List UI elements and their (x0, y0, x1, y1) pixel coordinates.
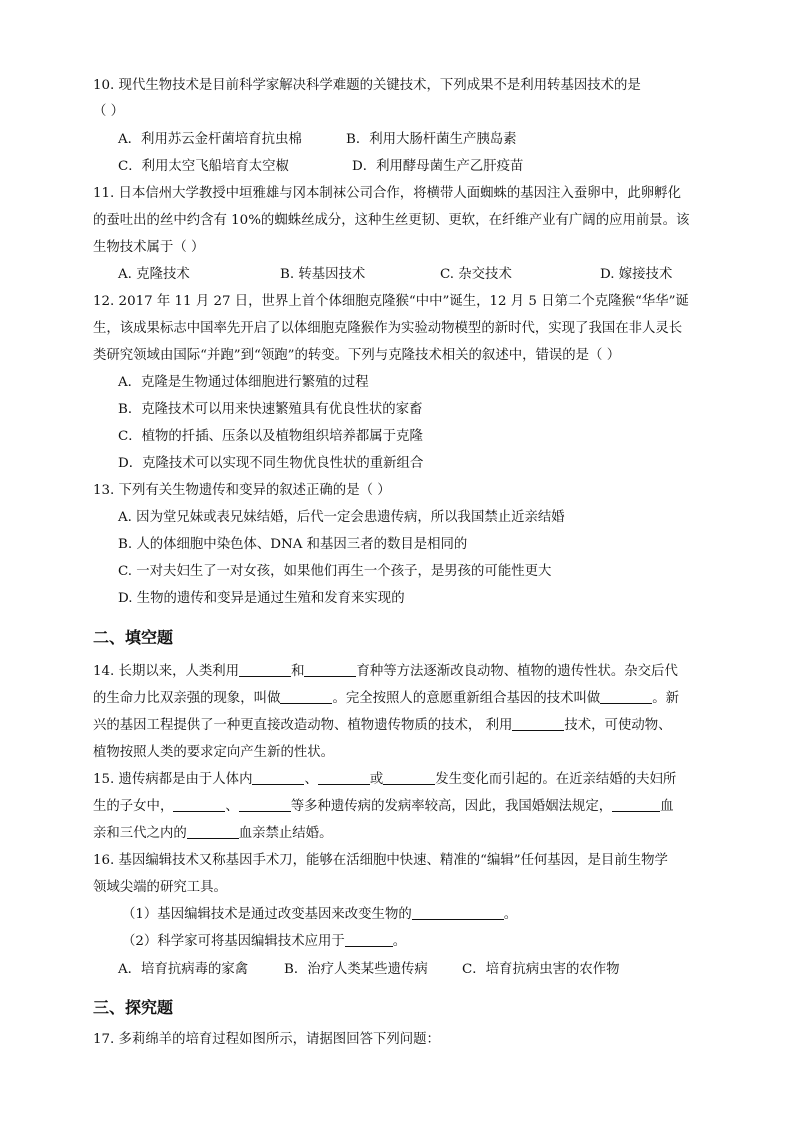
q14-line-2 (93, 689, 679, 709)
q16-option-a: A．培育抗病毒的家禽 (118, 962, 249, 977)
q16-line-2: 领域尖端的研究工具。 (93, 880, 227, 895)
section-inquiry-heading: 三、探究题 (93, 998, 174, 1017)
q17-stem: 17. 多莉绵羊的培育过程如图所示，请据图回答下列问题： (93, 1032, 440, 1047)
q15-blank-3[interactable] (383, 770, 435, 785)
q16-line-1: 16. 基因编辑技术又称基因手术刀，能够在活细胞中快速、精准的“编辑”任何基因，是目前生物学 (93, 853, 668, 868)
q13-option-b: B. 人的体细胞中染色体、DNA 和基因三者的数目是相同的 (118, 537, 468, 552)
q16-blank-1[interactable] (412, 905, 504, 920)
q15-blank-7[interactable] (187, 824, 239, 839)
q14-blank-3[interactable] (280, 689, 332, 704)
q15-blank-5[interactable] (239, 797, 291, 812)
q10-option-c: C．利用太空飞船培育太空椒 (118, 159, 289, 174)
q10-option-d: D．利用酵母菌生产乙肝疫苗 (352, 159, 524, 174)
q12-line-2: 生，该成果标志中国率先开启了以体细胞克隆猴作为实验动物模型的新时代，实现了我国在非人灵长 (93, 321, 683, 336)
q16-option-c: C．培育抗病虫害的农作物 (462, 962, 620, 977)
q15-text: 或 (369, 772, 384, 787)
q16-text: （1）基因编辑技术是通过改变基因来改变生物的 (122, 907, 412, 922)
q16-option-b: B．治疗人类某些遗传病 (284, 962, 428, 977)
q11-option-d: D. 嫁接技术 (600, 267, 673, 282)
q15-text: 亲和三代之内的 (93, 826, 187, 841)
q14-blank-4[interactable] (600, 689, 652, 704)
q14-text: 。新 (652, 691, 680, 706)
q15-text: 生的子女中， (93, 799, 174, 814)
q14-text: 14. 长期以来，人类利用 (93, 664, 240, 679)
q16-text: （2）科学家可将基因编辑技术应用于 (122, 934, 345, 949)
q15-text: 15. 遗传病都是由于人体内 (93, 772, 253, 787)
q10-stem: 10. 现代生物技术是目前科学家解决科学难题的关键技术，下列成果不是利用转基因技术的是 (93, 78, 641, 93)
q15-text: 等多种遗传病的发病率较高，因此，我国婚姻法规定， (290, 799, 613, 814)
q14-text: 育种等方法逐渐改良动物、植物的遗传性状。杂交后代 (356, 664, 678, 679)
q13-option-a: A. 因为堂兄妹或表兄妹结婚，后代一定会患遗传病，所以我国禁止近亲结婚 (118, 510, 565, 525)
q10-paren: （ ） (93, 104, 125, 119)
q15-text: 、 (304, 772, 318, 787)
q11-line-1: 11. 日本信州大学教授中垣雅雄与冈本制袜公司合作，将横带人面蜘蛛的基因注入蚕卵中，此卵孵化 (93, 186, 681, 201)
q14-blank-5[interactable] (512, 716, 564, 731)
q12-option-c: C．植物的扦插、压条以及植物组织培养都属于克隆 (118, 429, 423, 444)
q14-text: 和 (291, 664, 305, 679)
q15-line-3 (93, 824, 332, 844)
q11-option-c: C. 杂交技术 (440, 267, 512, 282)
q11-line-2: 的蚕吐出的丝中约含有 10%的蜘蛛丝成分，这种生丝更韧、更软，在纤维产业有广阔的应用前景。该 (93, 213, 690, 228)
q15-blank-2[interactable] (318, 770, 370, 785)
q11-option-b: B. 转基因技术 (280, 267, 366, 282)
q16-sub-1 (122, 905, 517, 925)
q16-text: 。 (503, 907, 518, 922)
q13-option-d: D. 生物的遗传和变异是通过生殖和发育来实现的 (118, 591, 405, 606)
q11-option-a: A. 克隆技术 (118, 267, 190, 282)
q14-text: 的生命力比双亲强的现象，叫做 (93, 691, 281, 706)
q15-text: 血 (660, 799, 674, 814)
q12-option-a: A．克隆是生物通过体细胞进行繁殖的过程 (118, 375, 369, 390)
q14-line-1 (93, 662, 678, 682)
q12-option-d: D．克隆技术可以实现不同生物优良性状的重新组合 (118, 456, 424, 471)
q14-line-3 (93, 716, 672, 736)
q14-text: 。完全按照人的意愿重新组合基因的技术叫做 (332, 691, 601, 706)
q12-line-1: 12. 2017 年 11 月 27 日，世界上首个体细胞克隆猴“中中”诞生，12 月 5 日第二个克隆猴“华华”诞 (93, 294, 689, 309)
q10-option-b: B．利用大肠杆菌生产胰岛素 (346, 132, 517, 147)
q16-sub-2 (122, 932, 406, 952)
q15-line-1 (93, 770, 676, 790)
q10-option-a: A．利用苏云金杆菌培育抗虫棉 (118, 132, 302, 147)
q14-text: 技术，可使动物、 (564, 718, 672, 733)
q15-text: 、 (225, 799, 239, 814)
q16-blank-2[interactable] (345, 932, 393, 947)
q14-blank-2[interactable] (304, 662, 356, 677)
q15-blank-6[interactable] (612, 797, 660, 812)
q15-blank-1[interactable] (252, 770, 304, 785)
q15-blank-4[interactable] (173, 797, 225, 812)
q15-line-2 (93, 797, 674, 817)
q12-line-3: 类研究领域由国际“并跑”到“领跑”的转变。下列与克隆技术相关的叙述中，错误的是（ ） (93, 348, 621, 363)
q15-text: 血亲禁止结婚。 (238, 826, 333, 841)
q12-option-b: B．克隆技术可以用来快速繁殖具有优良性状的家畜 (118, 402, 423, 417)
q14-text: 兴的基因工程提供了一种更直接改造动物、植物遗传物质的技术， 利用 (93, 718, 513, 733)
q15-text: 发生变化而引起的。在近亲结婚的夫妇所 (435, 772, 677, 787)
q14-line-4: 植物按照人类的要求定向产生新的性状。 (93, 745, 335, 760)
q13-option-c: C. 一对夫妇生了一对女孩，如果他们再生一个孩子，是男孩的可能性更大 (118, 564, 552, 579)
q11-line-3: 生物技术属于（ ） (93, 240, 205, 255)
q16-text: 。 (392, 934, 407, 949)
section-fill-in-heading: 二、填空题 (93, 628, 174, 647)
q13-stem: 13. 下列有关生物遗传和变异的叙述正确的是（ ） (93, 483, 391, 498)
q14-blank-1[interactable] (239, 662, 291, 677)
